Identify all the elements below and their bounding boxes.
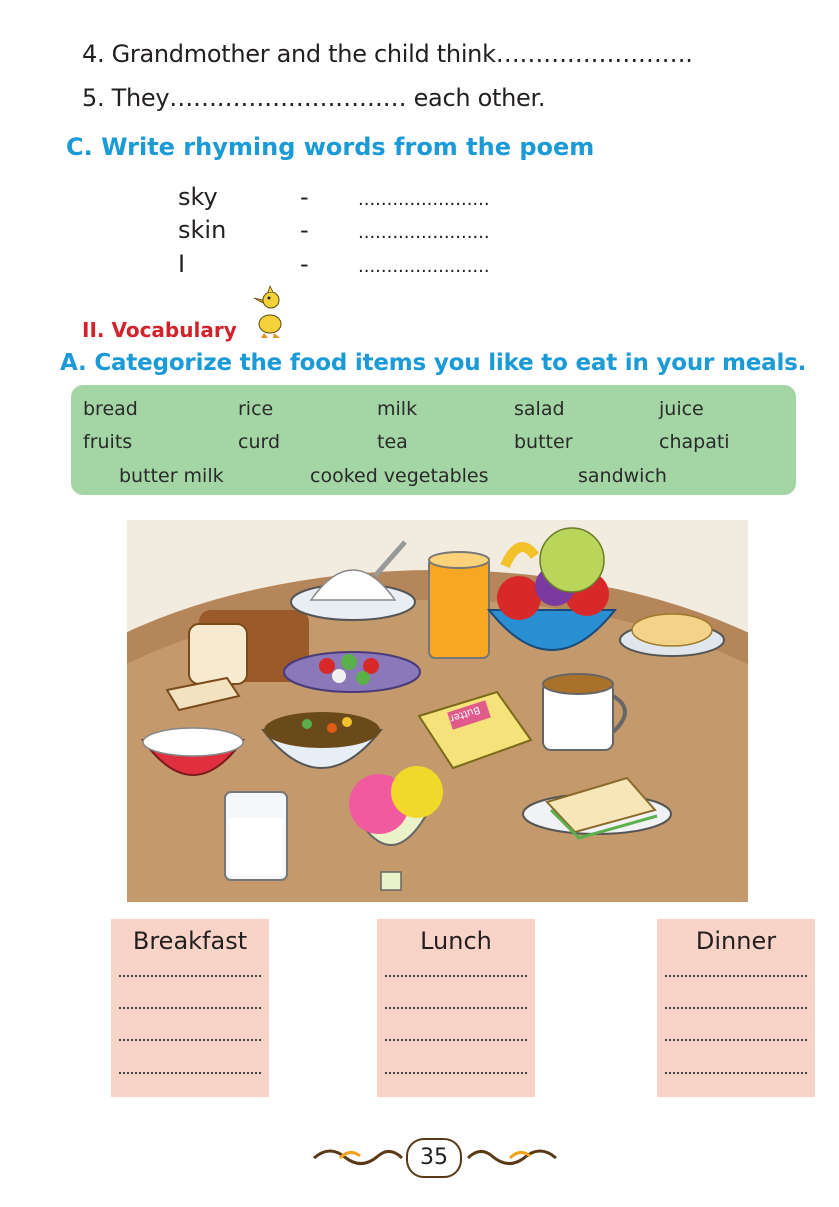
rhyme-dash: -	[300, 183, 309, 211]
word-bank	[71, 385, 796, 495]
word-item: bread	[83, 398, 138, 420]
word-item: butter milk	[119, 465, 224, 487]
rhyme-word: skin	[178, 216, 227, 244]
word-item: cooked vegetables	[310, 465, 489, 487]
rhyme-blank[interactable]: .......................	[358, 256, 490, 277]
answer-line[interactable]	[665, 1037, 807, 1041]
food-table-illustration	[127, 520, 748, 902]
page-number: 35	[406, 1138, 462, 1178]
word-item: rice	[238, 398, 274, 420]
word-item: juice	[659, 398, 704, 420]
duck-icon	[252, 284, 286, 340]
word-item: salad	[514, 398, 565, 420]
section-a-heading: A. Categorize the food items you like to eat in your meals.	[60, 350, 807, 376]
answer-line[interactable]	[385, 1070, 527, 1074]
butter-label: Butter	[448, 703, 482, 724]
word-item: milk	[377, 398, 418, 420]
question-5: 5. They………………………… each other.	[82, 84, 546, 112]
word-item: sandwich	[578, 465, 667, 487]
answer-line[interactable]	[385, 1005, 527, 1009]
salad-plate-icon	[284, 652, 420, 692]
rhyme-dash: -	[300, 250, 309, 278]
rhyme-dash: -	[300, 216, 309, 244]
rhyme-word: I	[178, 250, 186, 278]
category-title: Lunch	[420, 927, 492, 955]
tea-cup-icon	[543, 674, 625, 750]
category-breakfast	[111, 919, 269, 1097]
section-c-heading: C. Write rhyming words from the poem	[66, 133, 595, 161]
word-item: butter	[514, 431, 573, 453]
juice-glass-icon	[429, 552, 489, 658]
answer-line[interactable]	[385, 1037, 527, 1041]
vocabulary-title: II. Vocabulary	[82, 318, 237, 342]
category-title: Breakfast	[132, 927, 248, 955]
answer-line[interactable]	[119, 1005, 261, 1009]
answer-line[interactable]	[665, 1005, 807, 1009]
word-item: tea	[377, 431, 408, 453]
rhyme-word: sky	[178, 183, 218, 211]
category-lunch	[377, 919, 535, 1097]
category-title: Dinner	[695, 927, 777, 955]
answer-line[interactable]	[119, 1037, 261, 1041]
rhyme-blank[interactable]: .......................	[358, 189, 490, 210]
answer-line[interactable]	[119, 1070, 261, 1074]
question-4: 4. Grandmother and the child think…………………….	[82, 40, 693, 68]
milk-glass-icon	[225, 792, 287, 880]
fruit-bowl-icon	[489, 528, 615, 650]
word-item: chapati	[659, 431, 730, 453]
answer-line[interactable]	[385, 973, 527, 977]
answer-line[interactable]	[119, 973, 261, 977]
rhyme-blank[interactable]: .......................	[358, 222, 490, 243]
category-dinner	[657, 919, 815, 1097]
answer-line[interactable]	[665, 973, 807, 977]
word-item: fruits	[83, 431, 133, 453]
answer-line[interactable]	[665, 1070, 807, 1074]
word-item: curd	[238, 431, 281, 453]
